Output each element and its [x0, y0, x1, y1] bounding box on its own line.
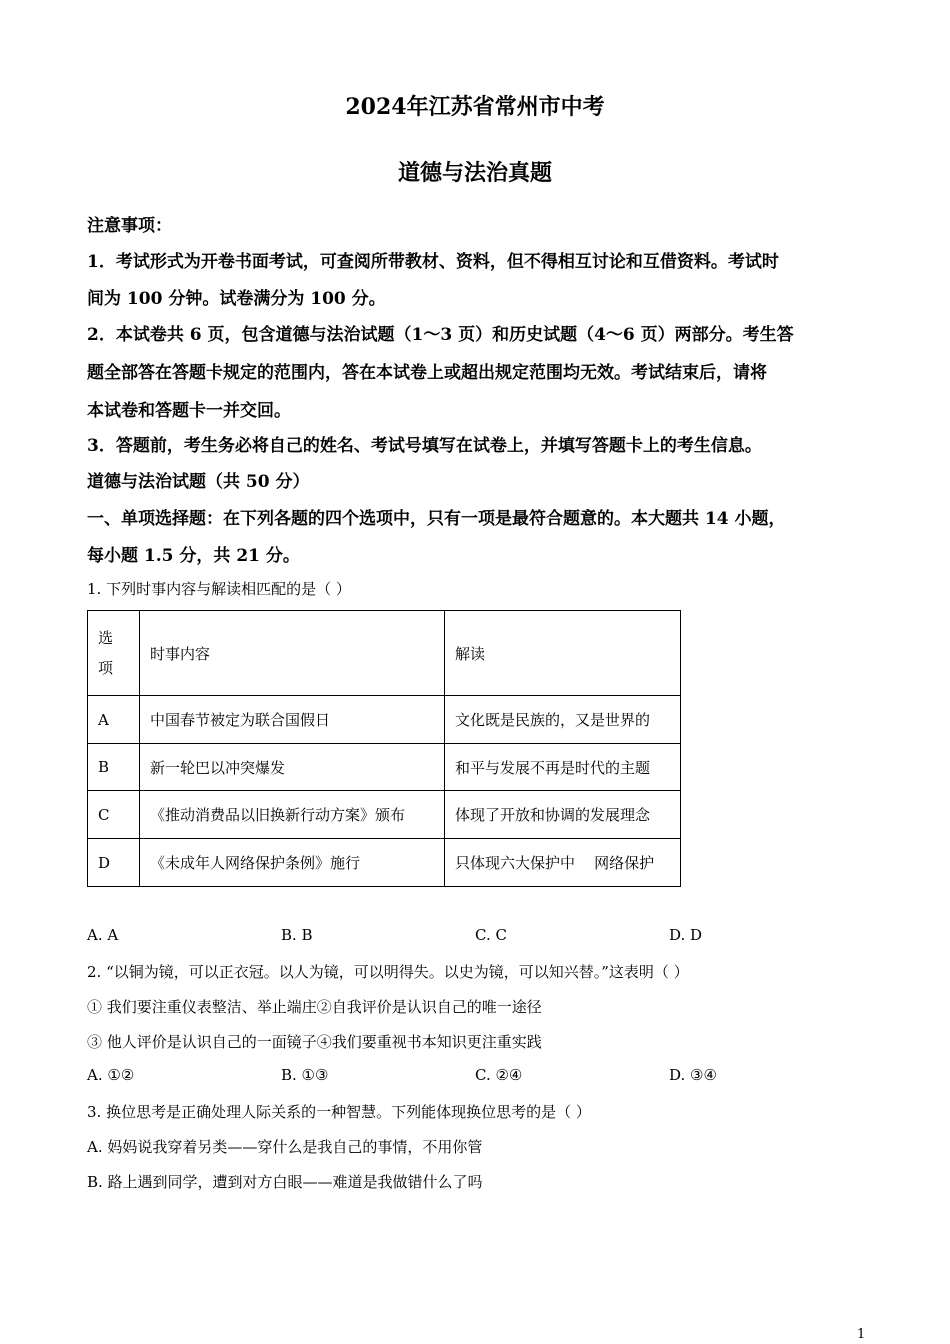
table-cell: 《推动消费品以旧换新行动方案》颁布: [140, 791, 445, 839]
table-cell: 时事内容: [140, 611, 445, 696]
q2-statement-line: ① 我们要注重仪表整洁、举止端庄②自我评价是认识自己的唯一途径: [87, 998, 542, 1016]
table-cell: 体现了开放和协调的发展理念: [445, 791, 681, 839]
table-row: [88, 696, 681, 744]
q1-option-b: B. B: [281, 926, 313, 944]
table-cell: 《未成年人网络保护条例》施行: [140, 839, 445, 887]
part-one-instruction: 一、单项选择题：在下列各题的四个选项中，只有一项是最符合题意的。本大题共 14 小题，: [87, 509, 786, 529]
q2-option-d: D. ③④: [669, 1066, 717, 1084]
q2-option-c: C. ②④: [475, 1066, 523, 1084]
table-row: [88, 791, 681, 839]
q3-stem: 3. 换位思考是正确处理人际关系的一种智慧。下列能体现换位思考的是（ ）: [87, 1103, 591, 1121]
q2-stem: 2. “以铜为镜，可以正衣冠。以人为镜，可以明得失。以史为镜，可以知兴替。”这表明（ ）: [87, 963, 689, 981]
notice-line: 题全部答在答题卡规定的范围内，答在本试卷上或超出规定范围均无效。考试结束后，请将: [87, 363, 767, 383]
notice-line: 本试卷和答题卡一并交回。: [87, 401, 291, 421]
q1-option-d: D. D: [669, 926, 703, 944]
q3-option-b: B. 路上遇到同学，遭到对方白眼——难道是我做错什么了吗: [87, 1173, 483, 1191]
q2-statement-line: ③ 他人评价是认识自己的一面镜子④我们要重视书本知识更注重实践: [87, 1033, 542, 1051]
notice-line: 间为 100 分钟。试卷满分为 100 分。: [87, 289, 386, 309]
notice-line: 3．答题前，考生务必将自己的姓名、考试号填写在试卷上，并填写答题卡上的考生信息。: [87, 436, 762, 456]
q2-option-b: B. ①③: [281, 1066, 329, 1084]
section-title: 道德与法治试题（共 50 分）: [87, 472, 310, 492]
table-cell: B: [88, 744, 140, 791]
q1-option-a: A. A: [87, 926, 119, 944]
notice-heading: 注意事项：: [87, 216, 172, 236]
table-cell: 和平与发展不再是时代的主题: [445, 744, 681, 791]
q1-stem: 1. 下列时事内容与解读相匹配的是（ ）: [87, 580, 351, 598]
table-cell: 中国春节被定为联合国假日: [140, 696, 445, 744]
page-number: 1: [857, 1327, 866, 1342]
page-subtitle: 道德与法治真题: [397, 160, 552, 186]
table-row: [88, 839, 681, 887]
table-cell: 文化既是民族的，又是世界的: [445, 696, 681, 744]
notice-line: 2．本试卷共 6 页，包含道德与法治试题（1～3 页）和历史试题（4～6 页）两部分。考生答: [87, 325, 794, 345]
table-row: [88, 744, 681, 791]
q1-table: [87, 610, 681, 887]
q2-option-a: A. ①②: [87, 1066, 135, 1084]
q1-option-c: C. C: [475, 926, 507, 944]
table-cell: 解读: [445, 611, 681, 696]
table-cell: 选 项: [88, 611, 140, 696]
page-title: 2024年江苏省常州市中考: [345, 94, 605, 120]
q3-option-a: A. 妈妈说我穿着另类——穿什么是我自己的事情，不用你管: [87, 1138, 483, 1156]
table-cell: A: [88, 696, 140, 744]
table-header-row: [88, 611, 681, 696]
notice-line: 1．考试形式为开卷书面考试，可查阅所带教材、资料，但不得相互讨论和互借资料。考试时: [87, 252, 779, 272]
table-cell: 只体现六大保护中 网络保护: [445, 839, 681, 887]
part-one-instruction: 每小题 1.5 分，共 21 分。: [87, 546, 300, 566]
table-cell: D: [88, 839, 140, 887]
table-cell: C: [88, 791, 140, 839]
table-cell: 新一轮巴以冲突爆发: [140, 744, 445, 791]
